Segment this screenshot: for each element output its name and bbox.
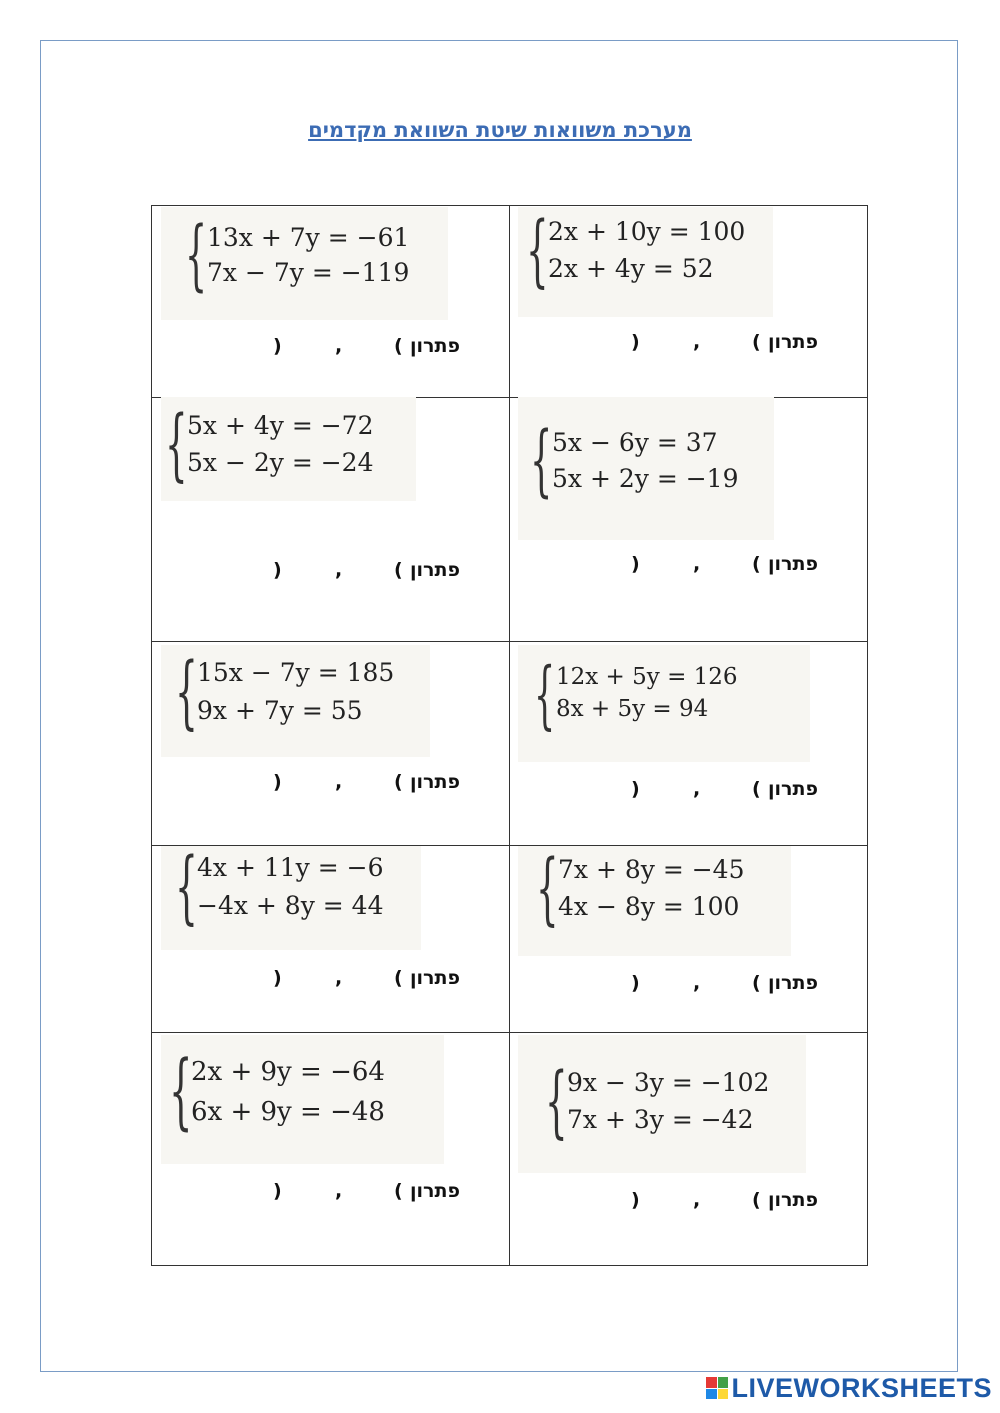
solution-comma: ,: [335, 1180, 343, 1202]
solution-close-paren: ): [631, 972, 640, 994]
solution-label: פתרון: [410, 559, 460, 581]
equation-line: 2x + 10y = 100: [548, 217, 746, 246]
logo-text: LIVEWORKSHEETS: [731, 1372, 992, 1403]
solution-open-paren: (: [394, 559, 403, 581]
solution-comma: ,: [335, 967, 343, 989]
solution-open-paren: (: [394, 967, 403, 989]
equation-line: 4x − 8y = 100: [558, 892, 740, 921]
equation-line: 12x + 5y = 126: [556, 664, 738, 690]
brace-icon: {: [165, 398, 188, 490]
equation-line: 8x + 5y = 94: [556, 696, 709, 722]
equation-system: [518, 842, 791, 956]
equation-line: 4x + 11y = −6: [197, 853, 384, 882]
solution-label: פתרון: [410, 967, 460, 989]
solution-open-paren: (: [752, 972, 761, 994]
logo-icon: [706, 1377, 728, 1399]
solution-comma: ,: [693, 553, 701, 575]
solution-open-paren: (: [394, 1180, 403, 1202]
solution-close-paren: ): [631, 331, 640, 353]
solution-comma: ,: [335, 335, 343, 357]
equation-line: 5x − 6y = 37: [552, 428, 718, 457]
equation-line: 5x − 2y = −24: [187, 448, 374, 477]
brace-icon: {: [545, 1055, 568, 1147]
solution-comma: ,: [693, 331, 701, 353]
equation-system: [518, 1035, 806, 1173]
equation-system: [518, 204, 773, 317]
solution-comma: ,: [693, 972, 701, 994]
solution-close-paren: ): [631, 778, 640, 800]
solution-label: פתרון: [768, 972, 818, 994]
solution-close-paren: ): [273, 559, 282, 581]
solution-open-paren: (: [752, 331, 761, 353]
solution-comma: ,: [693, 778, 701, 800]
solution-label: פתרון: [410, 335, 460, 357]
equation-line: 7x + 8y = −45: [558, 855, 745, 884]
equation-line: 2x + 9y = −64: [191, 1057, 385, 1087]
brace-icon: {: [169, 1044, 193, 1139]
solution-label: פתרון: [768, 331, 818, 353]
solution-close-paren: ): [631, 553, 640, 575]
solution-close-paren: ): [631, 1189, 640, 1211]
brace-icon: {: [534, 652, 556, 738]
equation-system: [161, 397, 416, 501]
grid-row-divider: [151, 1032, 868, 1033]
equation-system: [161, 645, 430, 757]
equation-system: [518, 645, 810, 762]
solution-label: פתרון: [768, 778, 818, 800]
solution-open-paren: (: [394, 771, 403, 793]
solution-close-paren: ): [273, 771, 282, 793]
solution-label: פתרון: [768, 1189, 818, 1211]
equation-line: −4x + 8y = 44: [197, 891, 384, 920]
grid-row-divider: [151, 641, 868, 642]
equation-system: [518, 397, 774, 540]
solution-close-paren: ): [273, 1180, 282, 1202]
equation-line: 6x + 9y = −48: [191, 1097, 385, 1127]
equation-system: [161, 840, 421, 950]
equation-line: 7x + 3y = −42: [567, 1105, 754, 1134]
solution-label: פתרון: [410, 1180, 460, 1202]
brace-icon: {: [175, 645, 198, 738]
brace-icon: {: [185, 211, 208, 300]
equation-line: 5x + 2y = −19: [552, 464, 739, 493]
equation-line: 9x − 3y = −102: [567, 1068, 770, 1097]
equation-line: 2x + 4y = 52: [548, 254, 714, 283]
solution-label: פתרון: [410, 771, 460, 793]
equation-line: 15x − 7y = 185: [197, 658, 395, 687]
equation-system: [161, 1035, 444, 1164]
grid-column-divider: [509, 205, 510, 1266]
solution-open-paren: (: [394, 335, 403, 357]
solution-comma: ,: [693, 1189, 701, 1211]
equation-line: 7x − 7y = −119: [207, 258, 410, 287]
brace-icon: {: [530, 416, 553, 506]
worksheet-title: מערכת משוואות שיטת השוואת מקדמים: [308, 118, 692, 142]
equation-system: [161, 207, 448, 320]
brace-icon: {: [526, 204, 549, 296]
brace-icon: {: [175, 840, 198, 933]
equation-line: 5x + 4y = −72: [187, 411, 374, 440]
brace-icon: {: [536, 842, 559, 934]
solution-comma: ,: [335, 771, 343, 793]
solution-open-paren: (: [752, 1189, 761, 1211]
solution-open-paren: (: [752, 778, 761, 800]
solution-comma: ,: [335, 559, 343, 581]
solution-label: פתרון: [768, 553, 818, 575]
solution-close-paren: ): [273, 967, 282, 989]
equation-line: 9x + 7y = 55: [197, 696, 363, 725]
liveworksheets-logo: [706, 1373, 992, 1403]
solution-close-paren: ): [273, 335, 282, 357]
solution-open-paren: (: [752, 553, 761, 575]
equation-line: 13x + 7y = −61: [207, 223, 410, 252]
